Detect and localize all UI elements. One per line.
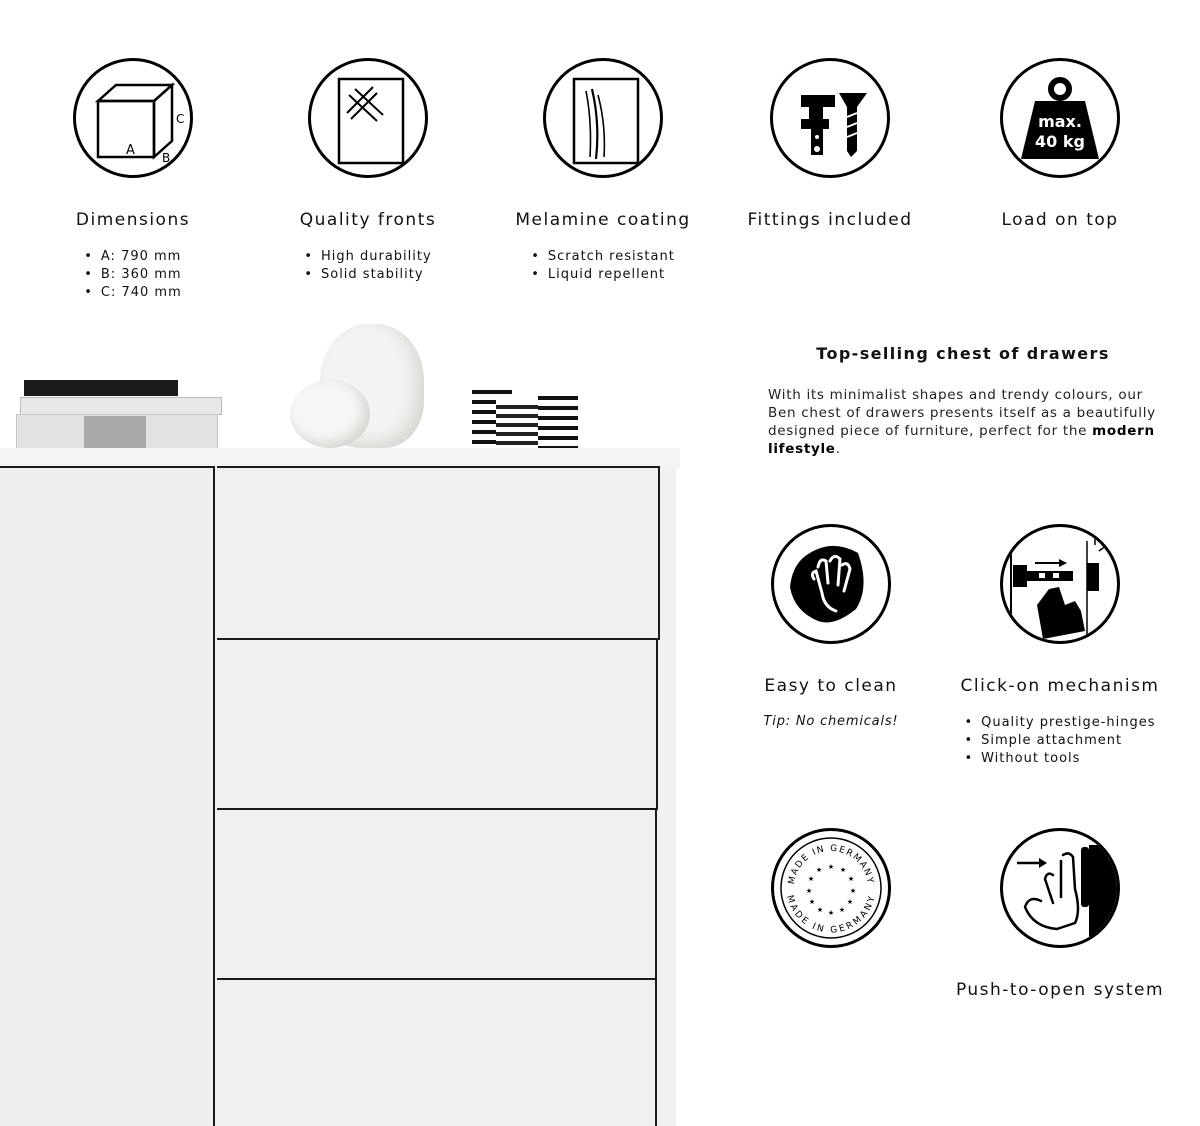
svg-text:★: ★ [816,906,824,914]
hinge-screw-icon [773,61,887,175]
load-badge [1000,58,1120,178]
feature-dimensions [18,58,248,302]
dim-label-b: B [162,151,171,165]
easy-clean-badge [771,524,891,644]
feature-melamine [488,58,718,284]
cabinet-top [0,448,680,468]
list-item: • Solid stability [304,266,431,284]
svg-text:★: ★ [815,866,823,874]
promo-text-start: With its minimalist shapes and trendy colours, our Ben chest of drawers presents itself as a beautifully designed piece of furniture, perfect for the [768,387,1156,439]
push-to-open-badge [1000,828,1120,948]
feature-load [945,58,1175,230]
made-in-germany-badge [771,828,891,948]
list-item: • B: 360 mm [84,266,182,284]
list-item: • Simple attachment [964,732,1155,750]
quality-front-icon [311,61,425,175]
feature-push-to-open [945,828,1175,1000]
svg-text:★: ★ [827,909,835,917]
feature-list [964,714,1155,768]
click-on-badge [1000,524,1120,644]
push-open-icon [1003,831,1117,945]
drawer [217,466,660,640]
list-item: • High durability [304,248,431,266]
list-item: • Liquid repellent [531,266,675,284]
weight-icon [1003,61,1117,175]
dimensions-badge [73,58,193,178]
svg-text:★: ★ [839,866,847,874]
weight-line1: max. [1038,112,1082,131]
drawer [217,978,657,1126]
feature-title: Click-on mechanism [960,676,1160,696]
list-item: • Scratch resistant [531,248,675,266]
box-dimensions-icon [76,61,190,175]
svg-text:★: ★ [805,887,813,895]
drawer [217,638,658,810]
seal-text-top: MADE IN GERMANY [787,843,875,886]
list-item: • C: 740 mm [84,284,182,302]
vase-small [290,380,370,448]
svg-text:★: ★ [846,898,854,906]
svg-text:★: ★ [827,863,835,871]
weight-line2: 40 kg [1035,132,1085,151]
striped-candles [470,384,582,448]
list-item: • Quality prestige-hinges [964,714,1155,732]
feature-title: Melamine coating [515,210,691,230]
feature-title: Easy to clean [764,676,898,696]
svg-text:★: ★ [807,875,815,883]
list-item: • Without tools [964,750,1155,768]
svg-text:★: ★ [808,898,816,906]
feature-title: Push-to-open system [955,980,1165,1000]
feature-title: Quality fronts [299,210,437,230]
list-item: • A: 790 mm [84,248,182,266]
feature-list [531,248,675,284]
click-hinge-icon [1003,527,1117,641]
feature-made-in-germany [716,828,946,948]
promo-text-end: . [835,441,841,457]
made-in-germany-icon [774,831,888,945]
fittings-badge [770,58,890,178]
feature-list [84,248,182,302]
seal-text-bottom: MADE IN GERMANY [784,894,878,936]
cleaning-hand-icon [774,527,888,641]
promo-text-bold: modern lifestyle [768,423,1155,457]
drawer [217,808,657,980]
melamine-badge [543,58,663,178]
book-stack [16,380,222,448]
svg-text:★: ★ [847,875,855,883]
quality-fronts-badge [308,58,428,178]
feature-title: Load on top [1001,210,1119,230]
feature-tip: Tip: No chemicals! [763,714,899,729]
feature-list [304,248,431,284]
promo-text [768,386,1168,458]
feature-easy-clean [716,524,946,729]
svg-text:★: ★ [838,906,846,914]
feature-title: Dimensions [75,210,191,230]
feature-fittings [715,58,945,230]
feature-click-on [945,524,1175,768]
feature-title: Fittings included [747,210,913,230]
promo-title: Top-selling chest of drawers [816,344,1110,363]
cabinet-door [0,466,215,1126]
scratch-resistant-icon [546,61,660,175]
dim-label-c: C [176,112,185,126]
dim-label-a: A [126,143,135,158]
svg-text:★: ★ [849,887,857,895]
feature-quality-fronts [253,58,483,284]
